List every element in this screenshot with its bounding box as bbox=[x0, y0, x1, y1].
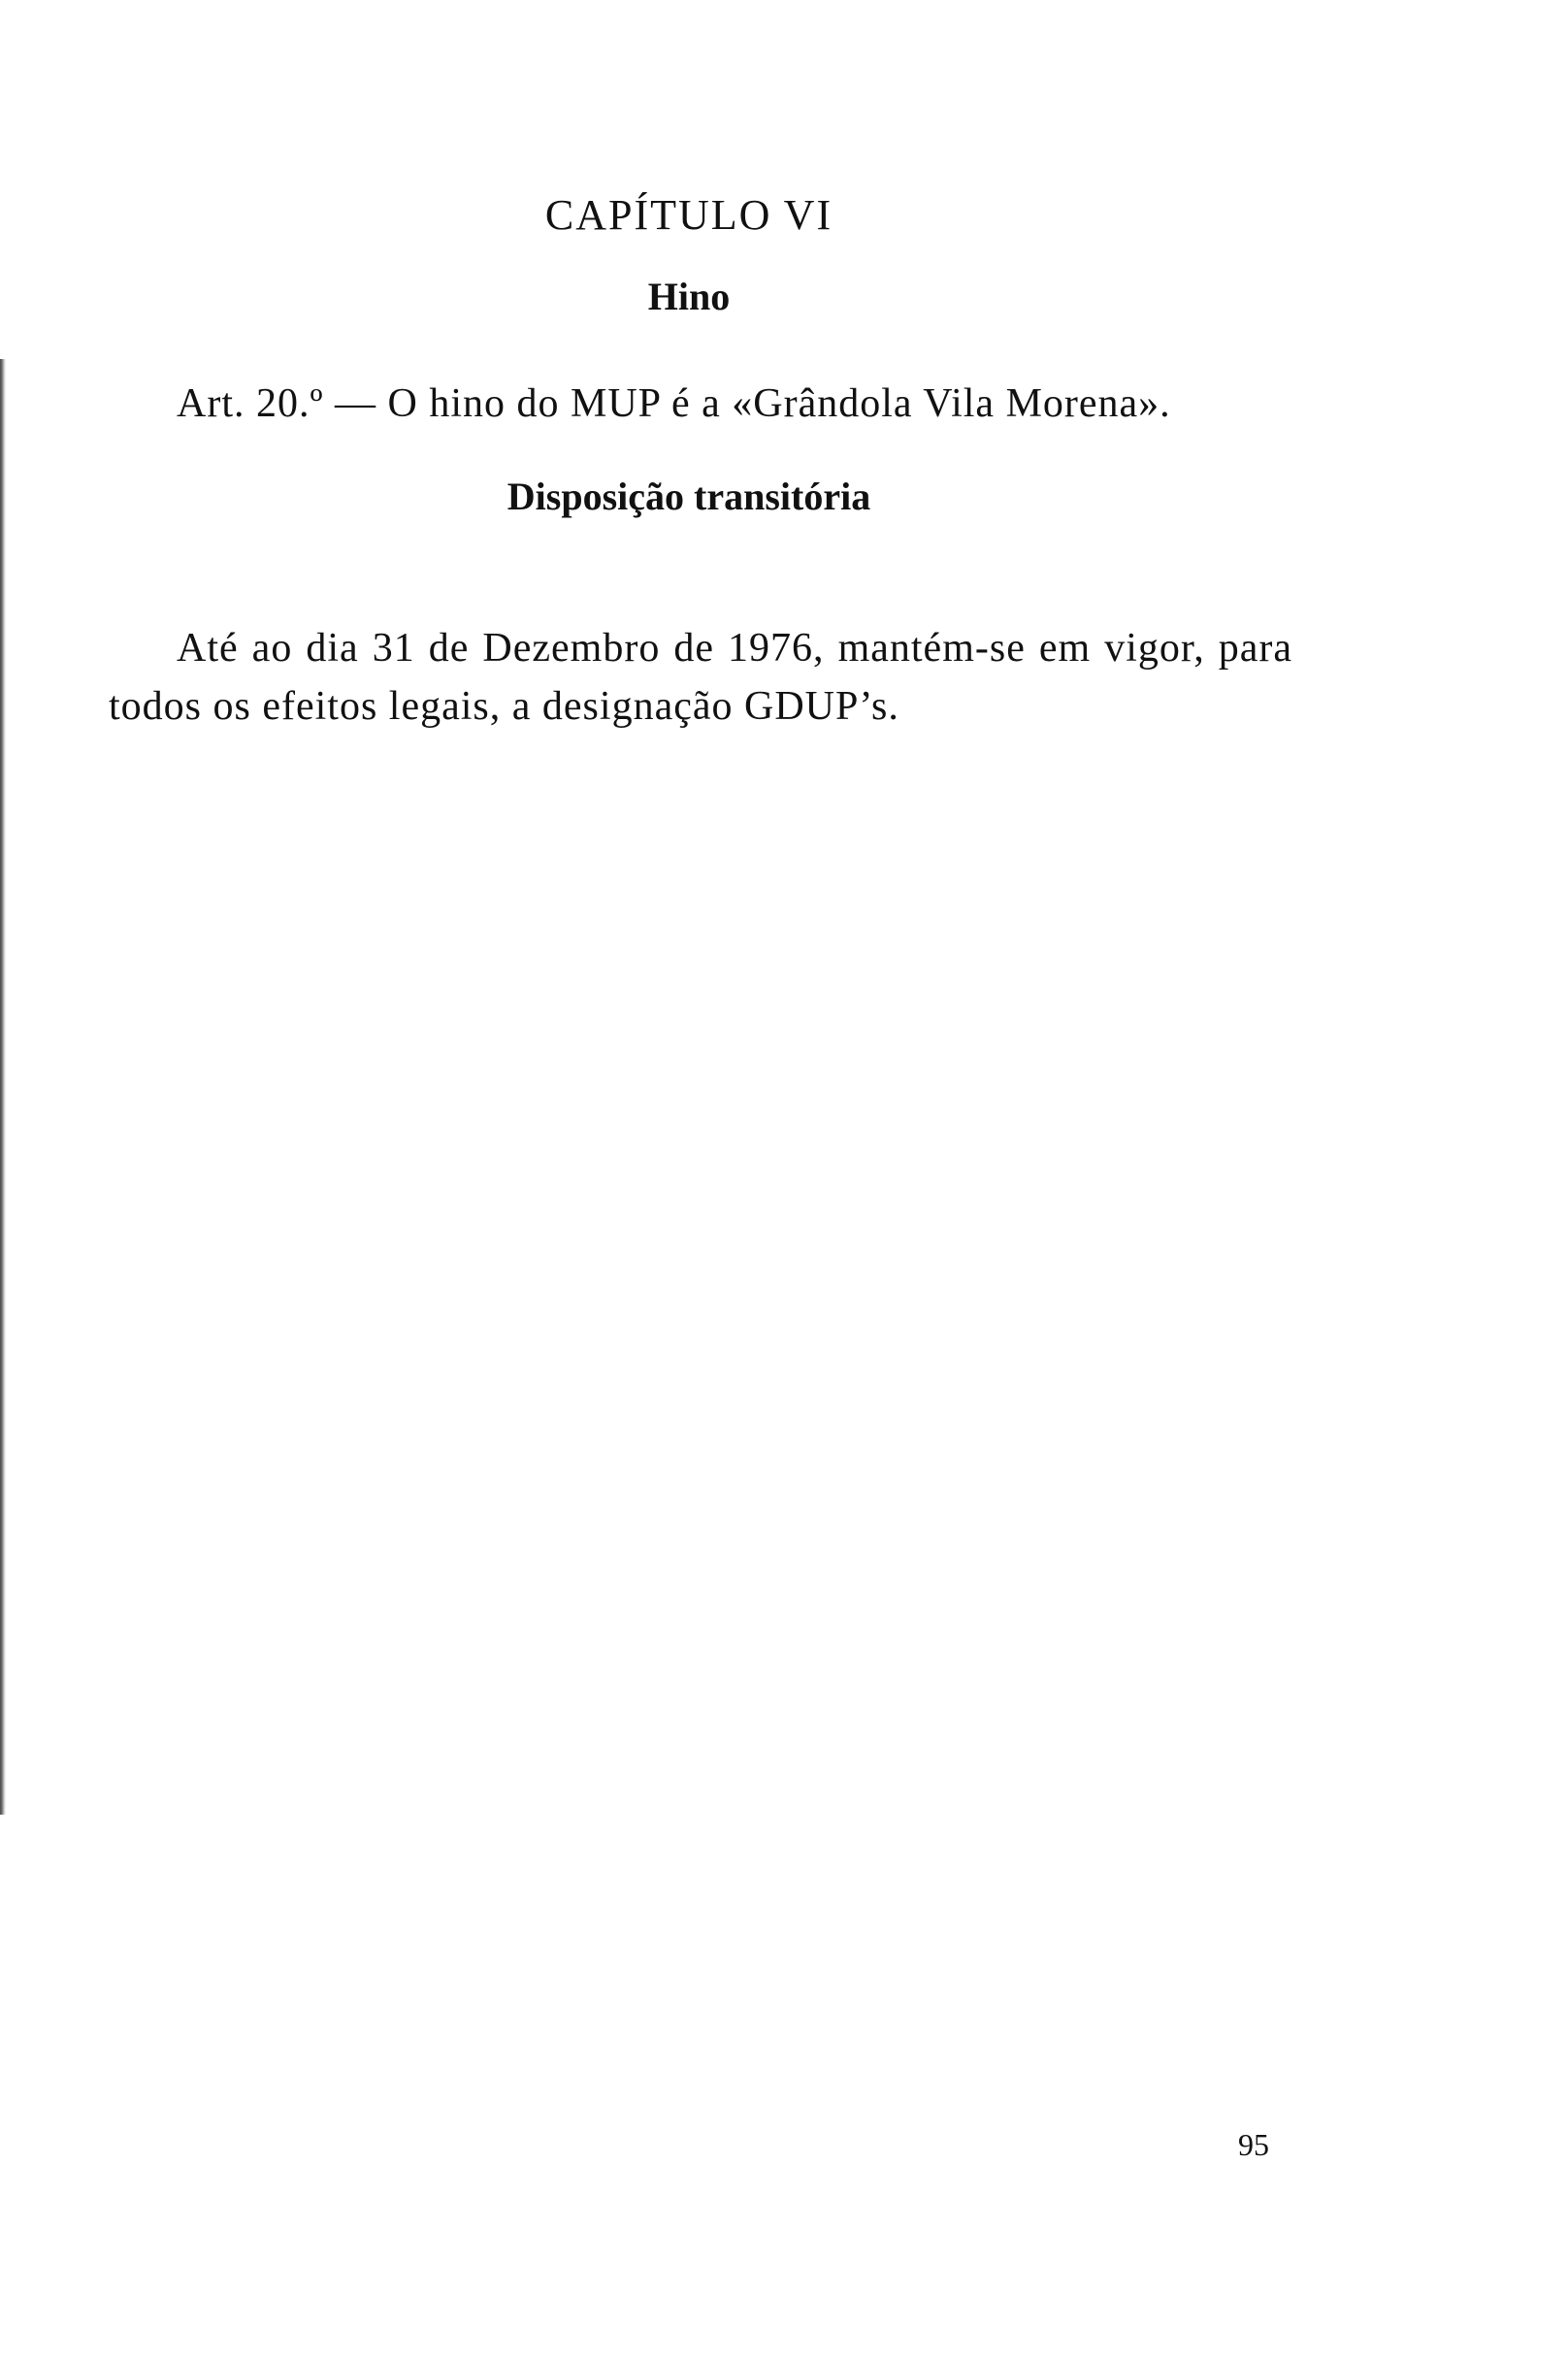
chapter-title: CAPÍTULO VI bbox=[544, 191, 833, 239]
section-heading-hino: Hino bbox=[647, 275, 731, 318]
page-number: 95 bbox=[1238, 2127, 1269, 2162]
section-heading-disposicao: Disposição transitória bbox=[506, 475, 871, 518]
article-20-text: Art. 20.º — O hino do MUP é a «Grândola Vila Morena». bbox=[177, 381, 1171, 426]
scan-binding-edge bbox=[0, 359, 6, 1815]
disposicao-paragraph: Até ao dia 31 de Dezembro de 1976, mantém-se em vigor, para todos os efeitos legais, a designação GDUP’s. bbox=[109, 626, 1292, 729]
